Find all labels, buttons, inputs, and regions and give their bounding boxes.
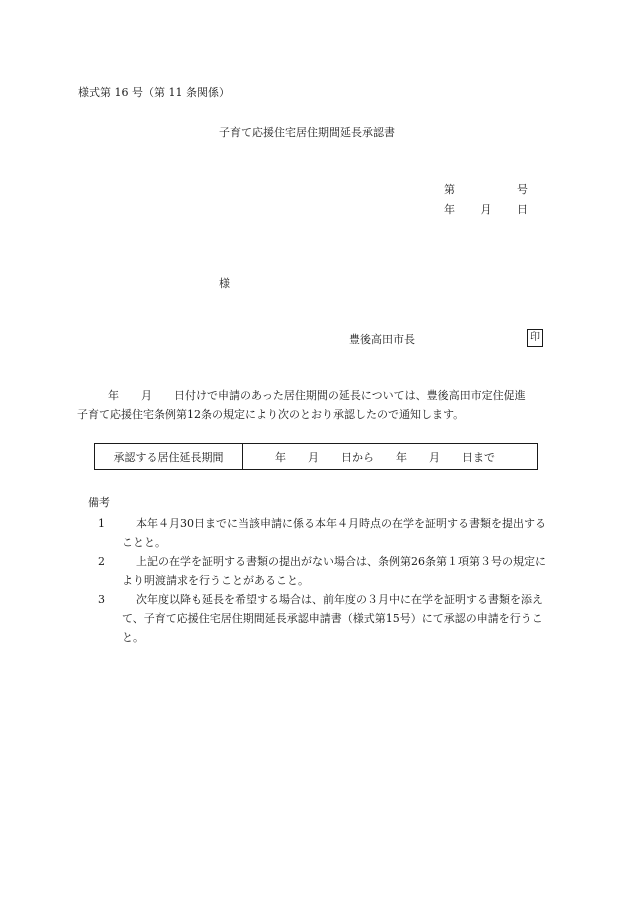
document-number-row <box>444 180 528 200</box>
notice-body-line-1: 年 月 日付けで申請のあった居住期間の延長については、豊後高田市定住促進 <box>97 389 526 402</box>
date-month: 月 <box>480 203 492 216</box>
document-number-block <box>444 180 528 220</box>
approved-period-label: 承認する居住延長期間 <box>95 444 243 469</box>
note-text: 本年４月30日までに当該申請に係る本年４月時点の在学を証明する書類を提出することと。 <box>122 517 546 549</box>
note-text: 次年度以降も延長を希望する場合は、前年度の３月中に在学を証明する書類を添えて、子育て応援住宅居住期間延長承認申請書（様式第15号）にて承認の申請を行うこと。 <box>122 593 543 644</box>
date-year: 年 <box>444 203 455 216</box>
approved-period-value: 年 月 日から 年 月 日まで <box>275 450 495 464</box>
date-row <box>444 200 528 220</box>
addressee-suffix: 様 <box>219 277 230 290</box>
notice-body-line-2: 子育て応援住宅条例第12条の規定により次のとおり承認したので通知します。 <box>77 408 465 421</box>
form-number: 様式第 16 号（第 11 条関係） <box>78 86 230 99</box>
document-title: 子育て応援住宅居住期間延長承認書 <box>219 126 395 139</box>
note-number: 2 <box>98 555 105 568</box>
approved-period-table <box>94 443 538 470</box>
note-number: 1 <box>98 517 105 530</box>
note-item <box>98 552 554 590</box>
notes-heading: 備考 <box>88 496 110 509</box>
note-text: 上記の在学を証明する書類の提出がない場合は、条例第26条第１項第３号の規定により明渡請求を行うことがあること。 <box>122 555 546 587</box>
doc-no-suffix: 号 <box>517 183 528 196</box>
seal-box: 印 <box>527 329 543 347</box>
notes-list <box>98 514 554 647</box>
note-item <box>98 514 554 552</box>
date-day: 日 <box>517 203 528 216</box>
notice-body <box>77 386 552 424</box>
note-number: 3 <box>98 593 105 606</box>
issuer-name: 豊後高田市長 <box>349 333 415 346</box>
note-item <box>98 590 554 647</box>
doc-no-prefix: 第 <box>444 183 455 196</box>
